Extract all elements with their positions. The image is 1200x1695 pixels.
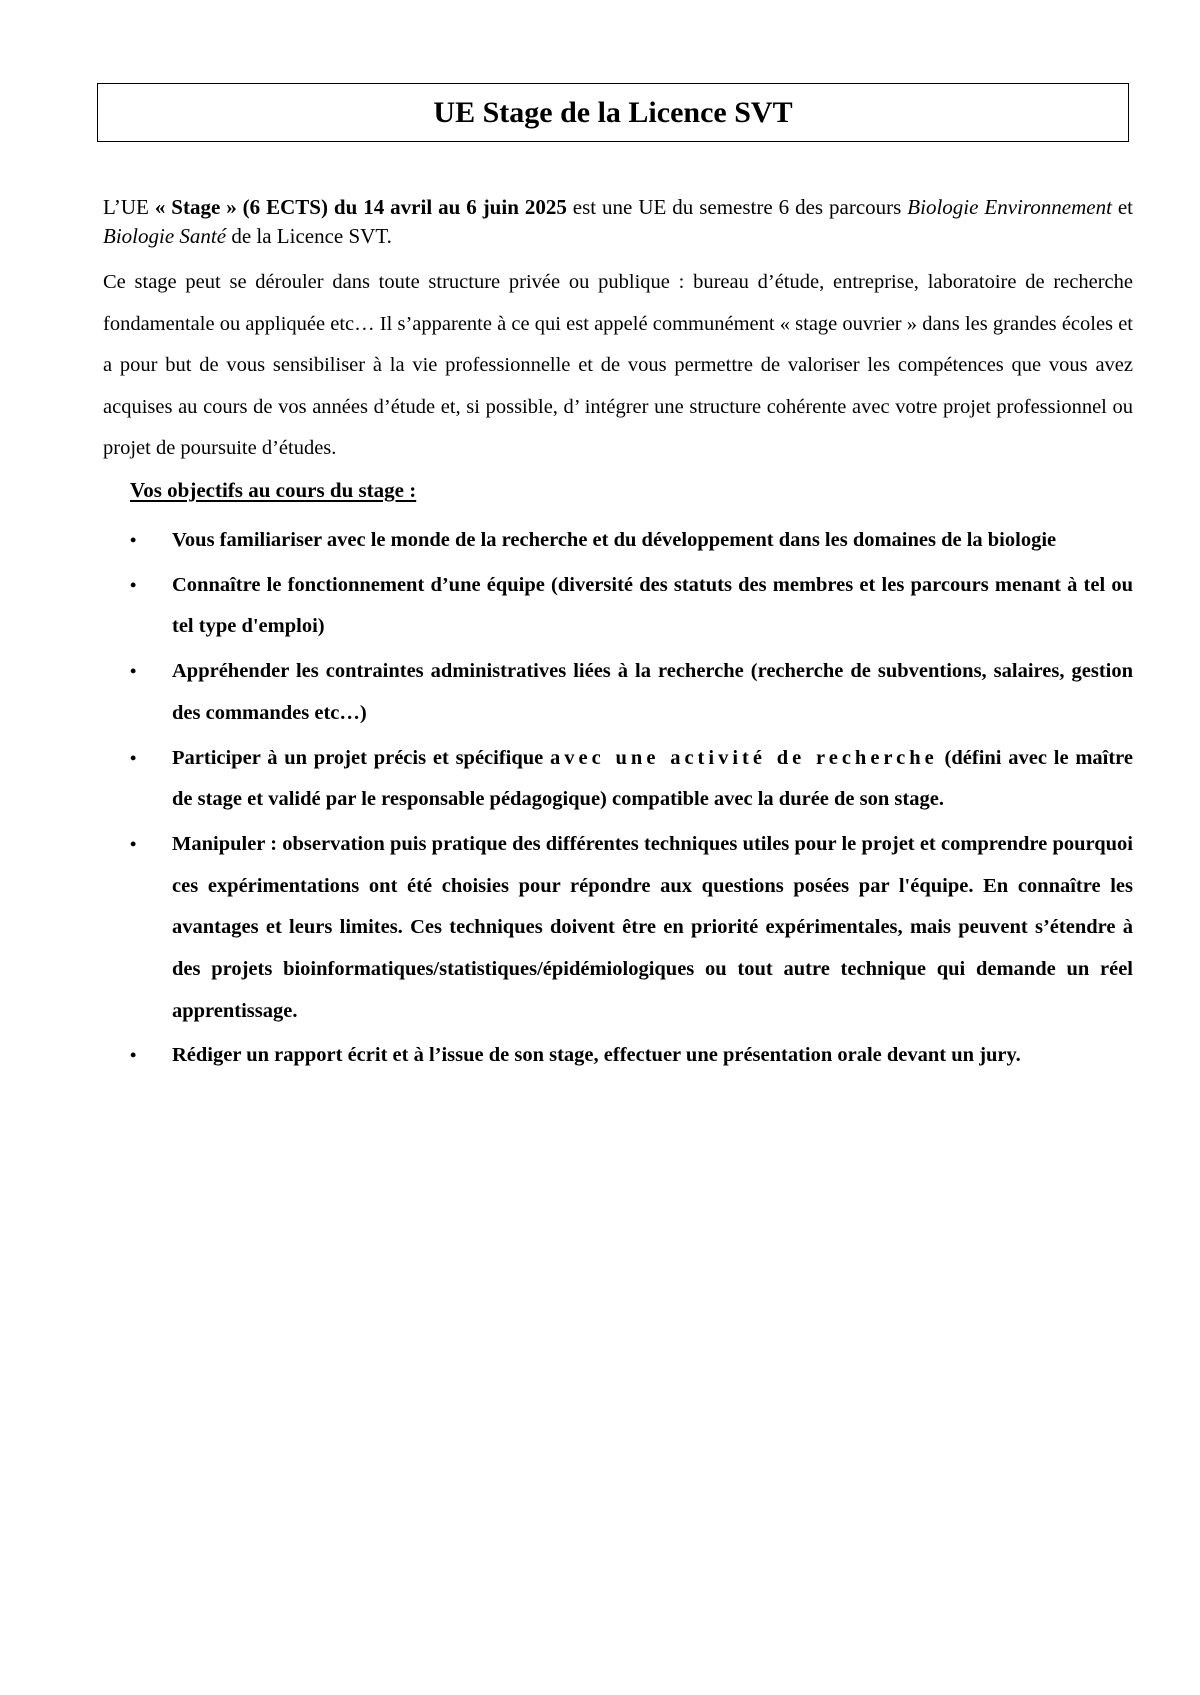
description-paragraph: Ce stage peut se dérouler dans toute structure privée ou publique : bureau d’étude, entreprise, laboratoire de recherche fondamentale ou appliquée etc… Il s’apparente à ce qui est appelé communément « stage ouvrier » dans les grandes écoles et a pour but de vous sensibiliser à la vie professionnelle et de vous permettre de valoriser les compétences que vous avez acquises au cours de vos années d’étude et, si possible, d’ intégrer une structure cohérente avec votre projet professionnel ou projet de poursuite d’études.	[103, 271, 1133, 459]
bullet-icon: •	[130, 747, 137, 768]
objective-text-spaced: avec une activité de recherche	[550, 746, 938, 769]
list-item	[130, 824, 1133, 1033]
intro-middle: est une UE du semestre 6 des parcours	[566, 195, 908, 219]
objective-text: Manipuler : observation puis pratique des différentes techniques utiles pour le projet et comprendre pourquoi ces expérimentations ont été choisies pour répondre aux questions posées par l'équipe. En connaître les avantages et leurs limites. Ces techniques doivent être en priorité expérimentales, mais peuvent s’étendre à des projets bioinformatiques/statistiques/épidémiologiques ou tout autre technique qui demande un réel apprentissage.	[172, 832, 1133, 1022]
objectives-heading: Vos objectifs au cours du stage :	[130, 478, 417, 502]
list-item	[130, 738, 1133, 821]
bullet-icon: •	[130, 530, 137, 550]
list-item	[130, 651, 1133, 734]
list-item	[130, 565, 1133, 648]
objective-text: Connaître le fonctionnement d’une équipe (diversité des statuts des membres et les parcours menant à tel ou tel type d'emploi)	[172, 573, 1133, 638]
track-biologie-sante: Biologie Santé	[103, 224, 227, 248]
bullet-icon: •	[130, 1045, 137, 1066]
intro-stage-dates: « Stage » (6 ECTS) du 14 avril au 6 juin 2025	[154, 195, 567, 219]
objective-text: Appréhender les contraintes administratives liées à la recherche (recherche de subventions, salaires, gestion des commandes etc…)	[172, 660, 1133, 724]
intro-suffix: de la Licence SVT.	[226, 224, 392, 248]
bullet-icon: •	[130, 574, 137, 595]
intro-paragraph	[103, 193, 1133, 251]
track-biologie-environnement: Biologie Environnement	[907, 195, 1112, 219]
list-item	[130, 1035, 1133, 1077]
intro-and: et	[1111, 195, 1134, 219]
intro-prefix: L’UE	[103, 195, 155, 219]
list-item	[130, 520, 1133, 562]
objective-text-after: (défini avec le maître de stage et validé par le responsable pédagogique) compatible avec la durée de son stage.	[172, 746, 1133, 811]
document-title: UE Stage de la Licence SVT	[433, 95, 793, 129]
objective-text: Vous familiariser avec le monde de la recherche et du développement dans les domaines de la biologie	[172, 529, 1057, 551]
objective-text-before: Participer à un projet précis et spécifique	[172, 746, 551, 769]
bullet-icon: •	[130, 833, 137, 854]
objective-text: Rédiger un rapport écrit et à l’issue de son stage, effectuer une présentation orale devant un jury.	[172, 1044, 1021, 1067]
title-box	[97, 83, 1129, 142]
bullet-icon: •	[130, 661, 137, 682]
objectives-list	[130, 520, 1133, 1080]
